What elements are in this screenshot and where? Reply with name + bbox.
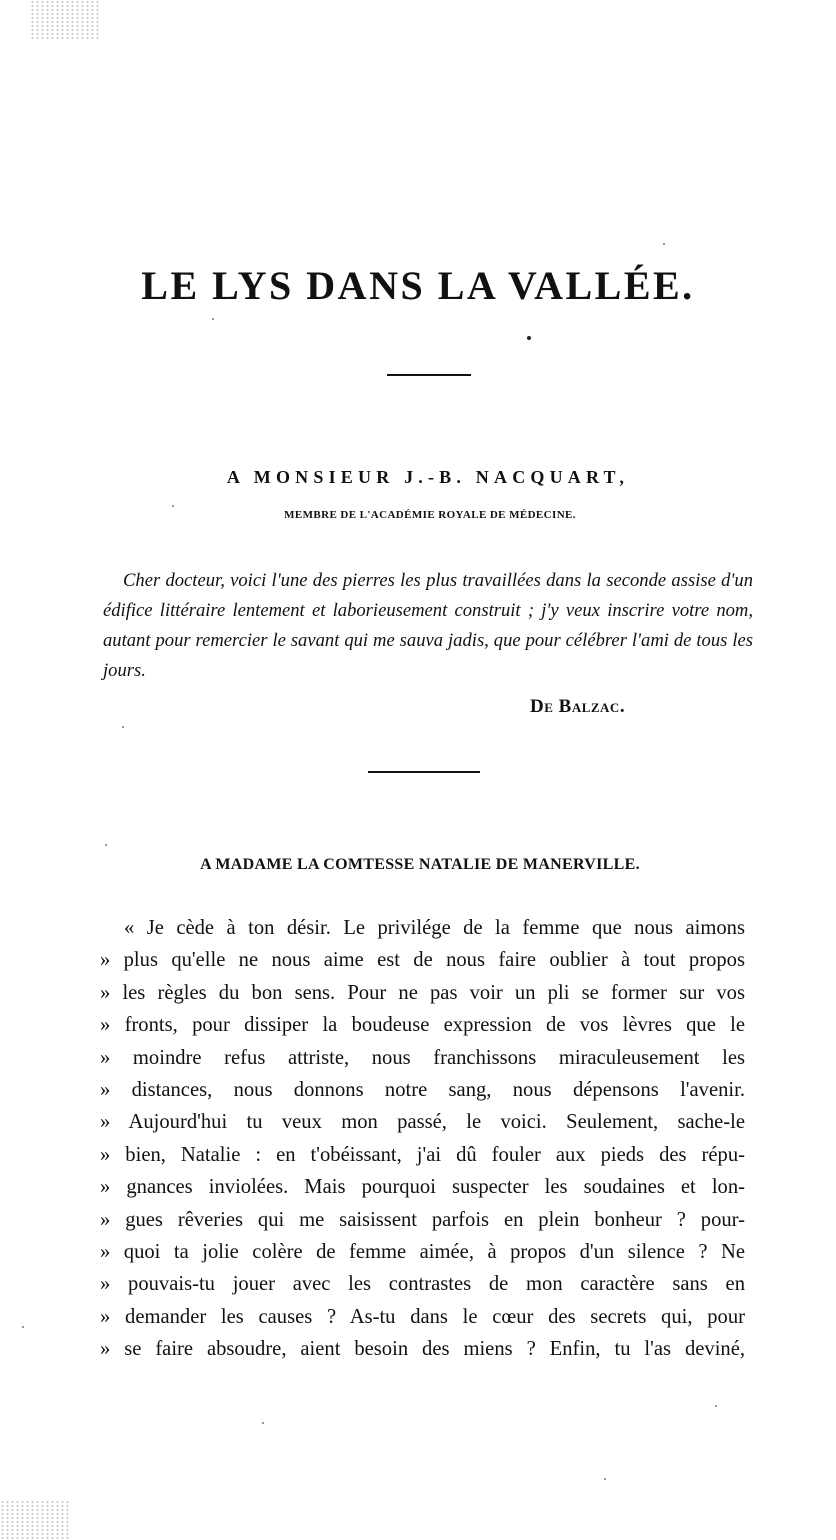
scan-speck bbox=[212, 318, 214, 320]
letter-line: » demander les causes ? As-tu dans le cœur des secrets qui, pour bbox=[100, 1305, 745, 1328]
scan-noise-top-left bbox=[30, 0, 100, 40]
dedication-heading: A MONSIEUR J.-B. NACQUART, bbox=[226, 467, 630, 487]
scan-speck bbox=[22, 1326, 24, 1328]
section-divider bbox=[368, 771, 480, 773]
letter-line: » Aujourd'hui tu veux mon passé, le voici. Seulement, sache-le bbox=[100, 1111, 745, 1134]
dedication-signature: De Balzac. bbox=[530, 696, 626, 717]
letter-text bbox=[100, 912, 745, 1365]
dedication-subheading: MEMBRE DE L'ACADÉMIE ROYALE DE MÉDECINE. bbox=[284, 509, 576, 521]
scan-speck bbox=[122, 726, 124, 728]
letter-line: » quoi ta jolie colère de femme aimée, à propos d'un silence ? Ne bbox=[100, 1240, 745, 1263]
scan-speck bbox=[105, 844, 107, 846]
letter-line: » gues rêveries qui me saisissent parfois en plein bonheur ? pour- bbox=[100, 1208, 745, 1231]
book-title: LE LYS DANS LA VALLÉE. bbox=[141, 263, 695, 308]
letter-line: » les règles du bon sens. Pour ne pas voir un pli se former sur vos bbox=[100, 981, 745, 1004]
dedication-body: Cher docteur, voici l'une des pierres les plus travaillées dans la seconde assise d'un édifice littéraire lentement et laborieusement construit ; j'y veux inscrire votre nom, autant pour remercier le savant qui me sauva jadis, que pour célébrer l'ami de tous les jours. bbox=[103, 570, 753, 681]
letter-line: » plus qu'elle ne nous aime est de nous faire oublier à tout propos bbox=[100, 949, 745, 972]
scan-noise-bottom-left bbox=[0, 1500, 70, 1540]
scan-speck bbox=[527, 336, 531, 340]
letter-line: « Je cède à ton désir. Le privilége de la femme que nous aimons bbox=[124, 917, 745, 939]
scan-speck bbox=[262, 1422, 264, 1424]
title-divider bbox=[387, 374, 471, 376]
letter-line: » bien, Natalie : en t'obéissant, j'ai dû fouler aux pieds des répu- bbox=[100, 1143, 745, 1166]
scan-speck bbox=[604, 1478, 606, 1480]
letter-line: » distances, nous donnons notre sang, nous dépensons l'avenir. bbox=[100, 1078, 745, 1101]
scan-speck bbox=[715, 1405, 717, 1407]
second-dedication-heading: A MADAME LA COMTESSE NATALIE DE MANERVILLE. bbox=[200, 856, 640, 873]
letter-line: » gnances inviolées. Mais pourquoi suspecter les soudaines et lon- bbox=[100, 1176, 745, 1199]
letter-line: » pouvais-tu jouer avec les contrastes de mon caractère sans en bbox=[100, 1273, 745, 1296]
scan-speck bbox=[663, 243, 665, 245]
letter-line: » fronts, pour dissiper la boudeuse expression de vos lèvres que le bbox=[100, 1014, 745, 1037]
scan-speck bbox=[172, 505, 174, 507]
letter-line: » moindre refus attriste, nous franchissons miraculeusement les bbox=[100, 1046, 745, 1069]
letter-line: » se faire absoudre, aient besoin des miens ? Enfin, tu l'as deviné, bbox=[100, 1338, 745, 1361]
